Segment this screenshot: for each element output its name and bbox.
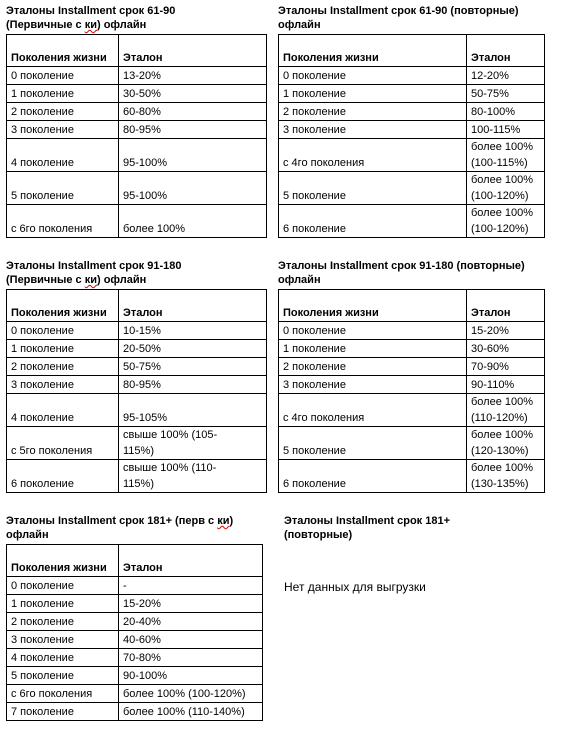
table-header-row [279,290,545,322]
table-header-row [7,35,267,67]
table-row: 2 поколение 50-75% [7,358,267,376]
section-title: Эталоны Installment срок 181+ (перв с ки) офлайн [6,515,234,541]
table-row: 1 поколение 50-75% [279,85,545,103]
section-91-180-primary [6,259,267,493]
table-row: с 4го поколения более 100% (100-115%) [279,139,545,172]
section-61-90-repeat [278,4,545,238]
section-181-primary [6,514,263,721]
table-row: 2 поколение 20-40% [7,613,263,631]
table-row: 5 поколение 95-100% [7,172,267,205]
table-header-row [279,35,545,67]
table-row: 2 поколение 70-90% [279,358,545,376]
etalon-table [278,34,545,238]
table-row: 3 поколение 80-95% [7,121,267,139]
header-generation: Поколения жизни [7,35,119,67]
table-row: 0 поколение 12-20% [279,67,545,85]
table-row: 0 поколение 10-15% [7,322,267,340]
table-row: с 4го поколения более 100% (110-120%) [279,394,545,427]
table-row: 0 поколение 15-20% [279,322,545,340]
header-etalon: Эталон [467,290,545,322]
table-row: с 6го поколения более 100% (100-120%) [7,685,263,703]
section-title: Эталоны Installment срок 61-90 (Первичные с ки) офлайн [6,5,176,31]
table-row: с 5го поколения свыше 100% (105- 115%) [7,427,267,460]
header-generation: Поколения жизни [7,290,119,322]
section-title: Эталоны Installment срок 91-180 (повторные) офлайн [278,260,525,286]
table-header-row [7,545,263,577]
table-row: 1 поколение 30-50% [7,85,267,103]
table-row: 1 поколение 15-20% [7,595,263,613]
section-title: Эталоны Installment срок 181+ (повторные) [284,515,451,541]
table-row: 3 поколение 90-110% [279,376,545,394]
header-generation: Поколения жизни [279,35,467,67]
table-row: 3 поколение 80-95% [7,376,267,394]
table-row: 4 поколение 70-80% [7,649,263,667]
header-etalon: Эталон [119,290,267,322]
table-row: 2 поколение 80-100% [279,103,545,121]
section-61-90-primary [6,4,267,238]
table-row: 4 поколение 95-100% [7,139,267,172]
table-row: 0 поколение 13-20% [7,67,267,85]
header-etalon: Эталон [119,545,263,577]
header-generation: Поколения жизни [7,545,119,577]
table-row: 7 поколение более 100% (110-140%) [7,703,263,721]
section-181-repeat [284,514,450,542]
etalon-table [278,289,545,493]
table-row: 4 поколение 95-105% [7,394,267,427]
table-row: 1 поколение 30-60% [279,340,545,358]
header-generation: Поколения жизни [279,290,467,322]
no-data-message: Нет данных для выгрузки [284,580,426,594]
table-row: 6 поколение более 100% (130-135%) [279,460,545,493]
table-row: 0 поколение - [7,577,263,595]
etalon-table [6,289,267,493]
header-etalon: Эталон [119,35,267,67]
table-row: 3 поколение 40-60% [7,631,263,649]
table-row: 3 поколение 100-115% [279,121,545,139]
table-header-row [7,290,267,322]
section-title: Эталоны Installment срок 61-90 (повторные) офлайн [278,5,519,31]
table-row: 5 поколение более 100% (100-120%) [279,172,545,205]
table-row: 6 поколение более 100% (100-120%) [279,205,545,238]
header-etalon: Эталон [467,35,545,67]
table-row: 1 поколение 20-50% [7,340,267,358]
table-row: 5 поколение более 100% (120-130%) [279,427,545,460]
table-row: 5 поколение 90-100% [7,667,263,685]
section-91-180-repeat [278,259,545,493]
etalon-table [6,34,267,238]
table-row: 2 поколение 60-80% [7,103,267,121]
table-row: 6 поколение свыше 100% (110- 115%) [7,460,267,493]
etalon-table [6,544,263,721]
table-row: с 6го поколения более 100% [7,205,267,238]
section-title: Эталоны Installment срок 91-180 (Первичные с ки) офлайн [6,260,182,286]
